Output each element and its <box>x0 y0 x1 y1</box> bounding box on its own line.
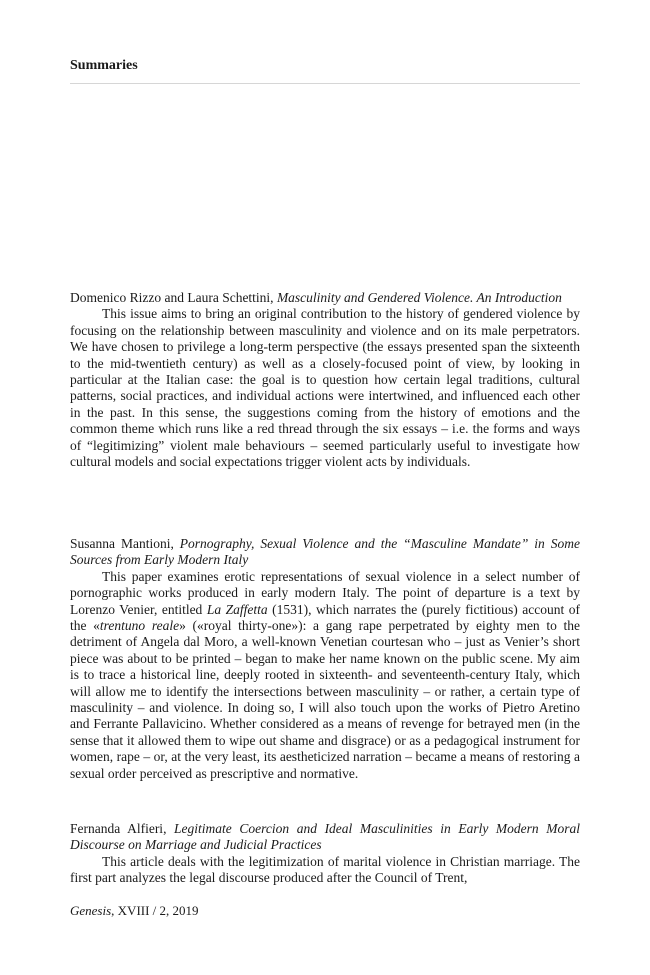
summary-alfieri <box>70 821 580 887</box>
journal-name: Genesis <box>70 903 112 918</box>
page-footer <box>70 903 199 919</box>
summary-body <box>70 569 580 782</box>
summary-authors: Susanna Mantioni, <box>70 536 180 551</box>
summary-authors: Fernanda Alfieri, <box>70 821 175 836</box>
summary-rizzo-schettini <box>70 290 580 470</box>
summary-title: Legitimate Coercion and Ideal Masculinities in Early Modern Moral Discourse on Marriage and Judicial Practices <box>70 821 580 853</box>
summary-body: This issue aims to bring an original contribution to the history of gendered violence by focusing on the relationship between masculinity and violence and on its male perpetrators. We have chosen to privilege a long-term perspective (the essays presented span the sixteenth to the mid-twentieth century) as well as a closely-focused point of view, by looking in particular at the Italian case: the goal is to question how certain legal traditions, cultural patterns, social practices, and individual actions were intertwined, and influenced each other in the past. In this sense, the suggestions coming from the history of emotions and the common theme which runs like a red thread through the six essays – i.e. the forms and ways of “legitimizing” violent male behaviours – seemed particularly useful to investigate how cultural models and social expectations trigger violent acts by individuals. <box>70 306 580 470</box>
section-title: Summaries <box>70 58 138 73</box>
summary-body: This article deals with the legitimization of marital violence in Christian marriage. The first part analyzes the legal discourse produced after the Council of Trent, <box>70 853 580 886</box>
summary-title: Pornography, Sexual Violence and the “Masculine Mandate” in Some Sources from Early Modern Italy <box>70 536 580 568</box>
journal-issue: , XVIII / 2, 2019 <box>111 903 199 918</box>
summary-authors: Domenico Rizzo and Laura Schettini, <box>70 290 277 305</box>
work-title: La Zaffetta <box>206 601 268 617</box>
page-header <box>70 56 580 84</box>
body-text: » («royal thirty-one»): a gang rape perpetrated by eighty men to the detriment of Angela dal Moro, a well-known Venetian courtesan who – just as Venier’s short piece was about to be printed – began to make her name known on the public scene. My aim is to trace a historical line, deeply rooted in sixteenth- and seventeenth-century Italy, which will allow me to identify the intersections between masculinity – or rather, a certain type of masculinity – and violence. In doing so, I will also touch upon the works of Pietro Aretino and Ferrante Pallavicino. Whether considered as a means of revenge for betrayed men (in the sense that it allowed them to wipe out shame and disgrace) or as a pedagogical instrument for women, rape – or, at the very least, its aestheticized narration – became a means of restoring a sexual order perceived as prescriptive and normative. <box>70 618 581 781</box>
body-text: (1531), which narrates the (purely fictitious) account of the « <box>70 601 580 634</box>
summary-heading <box>70 290 580 306</box>
italic-term: trentuno reale <box>99 618 180 634</box>
summary-heading <box>70 536 580 569</box>
summary-mantioni <box>70 536 580 782</box>
summary-heading <box>70 821 580 854</box>
summary-title: Masculinity and Gendered Violence. An Introduction <box>276 290 562 305</box>
body-text: This paper examines erotic representations of sexual violence in a select number of pornographic works produced in early modern Italy. The point of departure is a text by Lorenzo Venier, entitled <box>70 568 580 617</box>
